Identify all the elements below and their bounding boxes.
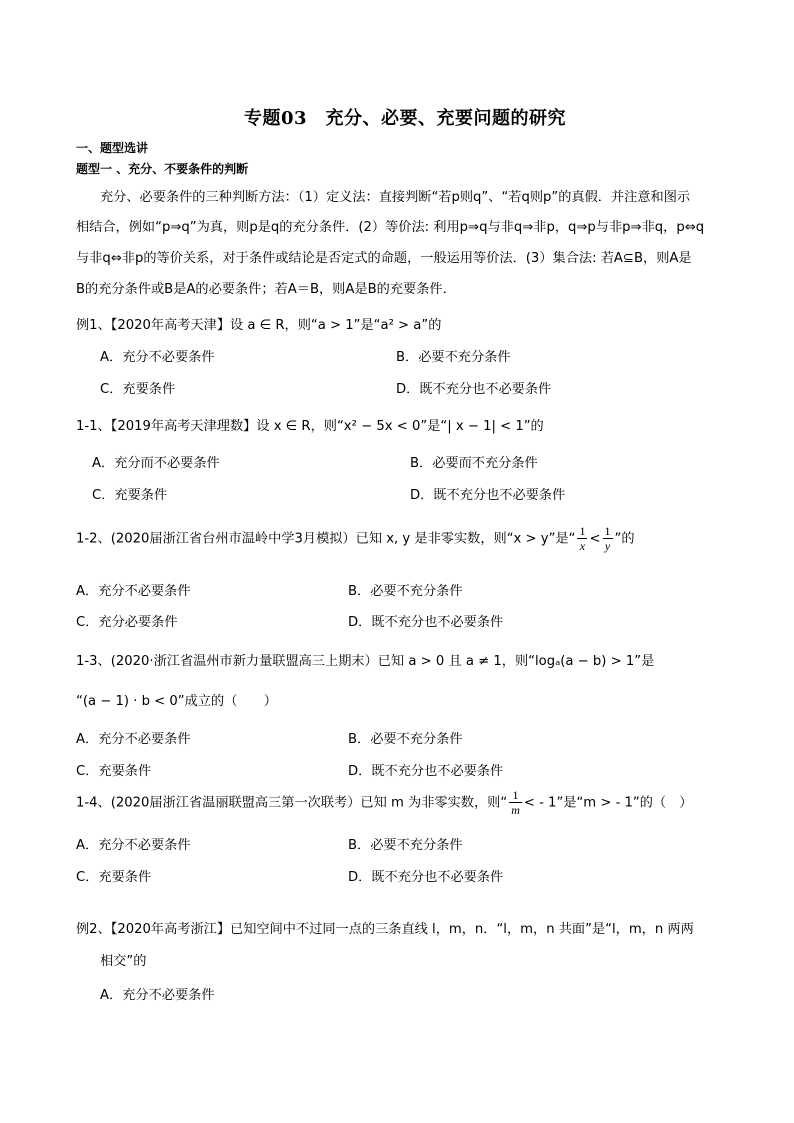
q14-option-c: C．充要条件 — [76, 870, 152, 885]
ex1-option-d: D．既不充分也不必要条件 — [396, 382, 552, 397]
ex1-option-a: A．充分不必要条件 — [100, 350, 215, 365]
question-1-3-cont: “(a − 1) · b < 0”成立的（ ） — [76, 694, 277, 709]
fraction-1-over-y: $\frac{1}{y}$ — [604, 524, 611, 553]
less-than: < — [589, 531, 601, 547]
q12-option-c: C．充分必要条件 — [76, 615, 178, 630]
q12-option-a: A．充分不必要条件 — [76, 584, 191, 599]
question-1-4 — [76, 788, 693, 817]
ex1-option-c: C．充要条件 — [100, 382, 176, 397]
section-heading: 一、题型选讲 — [76, 141, 149, 155]
example-1-question: 例1、【2020年高考天津】设 a ∈ R，则“a > 1”是“a² > a”的 — [76, 318, 442, 333]
example-2-question-cont: 相交”的 — [100, 954, 147, 969]
q14-text-pre: 1-4、(2020届浙江省温丽联盟高三第一次联考）已知 m 为非零实数，则“ — [76, 795, 508, 811]
q13-option-c: C．充要条件 — [76, 764, 152, 779]
q14-option-b: B．必要不充分条件 — [348, 838, 463, 853]
q11-option-c: C．充要条件 — [92, 488, 168, 503]
method-line-4: B的充分条件或B是A的必要条件；若A＝B，则A是B的充要条件． — [76, 282, 456, 297]
q13-option-b: B．必要不充分条件 — [348, 732, 463, 747]
ex2-option-a: A．充分不必要条件 — [100, 988, 215, 1003]
q12-text-pre: 1-2、(2020届浙江省台州市温岭中学3月模拟）已知 x, y 是非零实数，则“x > y”是“ — [76, 531, 576, 547]
method-line-2: 相结合，例如“p⇒q”为真，则p是q的充分条件．(2）等价法: 利用p⇒q与非q⇒非p，q⇒p与非p⇒非q，p⇔q — [76, 220, 705, 235]
question-1-1: 1-1、【2019年高考天津理数】设 x ∈ R，则“x² − 5x < 0”是“| x − 1| < 1”的 — [76, 419, 544, 434]
ex1-option-b: B．必要不充分条件 — [396, 350, 511, 365]
q13-option-a: A．充分不必要条件 — [76, 732, 191, 747]
q11-option-d: D．既不充分也不必要条件 — [410, 488, 566, 503]
q12-text-post: ”的 — [614, 531, 635, 547]
example-2-question: 例2、【2020年高考浙江】已知空间中不过同一点的三条直线 l，m，n．“l，m，n 共面”是“l，m，n 两两 — [76, 922, 694, 937]
q11-option-b: B．必要而不充分条件 — [410, 456, 538, 471]
q14-text-post: < - 1”是“m > - 1”的（ ） — [523, 795, 693, 811]
q11-option-a: A．充分而不必要条件 — [92, 456, 220, 471]
question-1-2 — [76, 524, 635, 553]
fraction-1-over-m: $\frac{1}{m}$ — [511, 788, 520, 817]
question-1-3: 1-3、(2020·浙江省温州市新力量联盟高三上期末）已知 a > 0 且 a ≠ 1，则“logₐ(a − b) > 1”是 — [76, 654, 655, 669]
method-line-1: 充分、必要条件的三种判断方法：（1）定义法：直接判断“若p则q”、“若q则p”的真假．并注意和图示 — [100, 190, 691, 205]
q12-option-b: B．必要不充分条件 — [348, 584, 463, 599]
q14-option-d: D．既不充分也不必要条件 — [348, 870, 504, 885]
q12-option-d: D．既不充分也不必要条件 — [348, 615, 504, 630]
type-heading: 题型一 、充分、不要条件的判断 — [76, 162, 249, 176]
fraction-1-over-x: $\frac{1}{x}$ — [579, 524, 586, 553]
q13-option-d: D．既不充分也不必要条件 — [348, 764, 504, 779]
method-line-3: 与非q⇔非p的等价关系，对于条件或结论是否定式的命题，一般运用等价法．(3）集合法: 若A⊆B，则A是 — [76, 251, 692, 266]
page-title: 专题03 充分、必要、充要问题的研究 — [244, 108, 567, 129]
q14-option-a: A．充分不必要条件 — [76, 838, 191, 853]
